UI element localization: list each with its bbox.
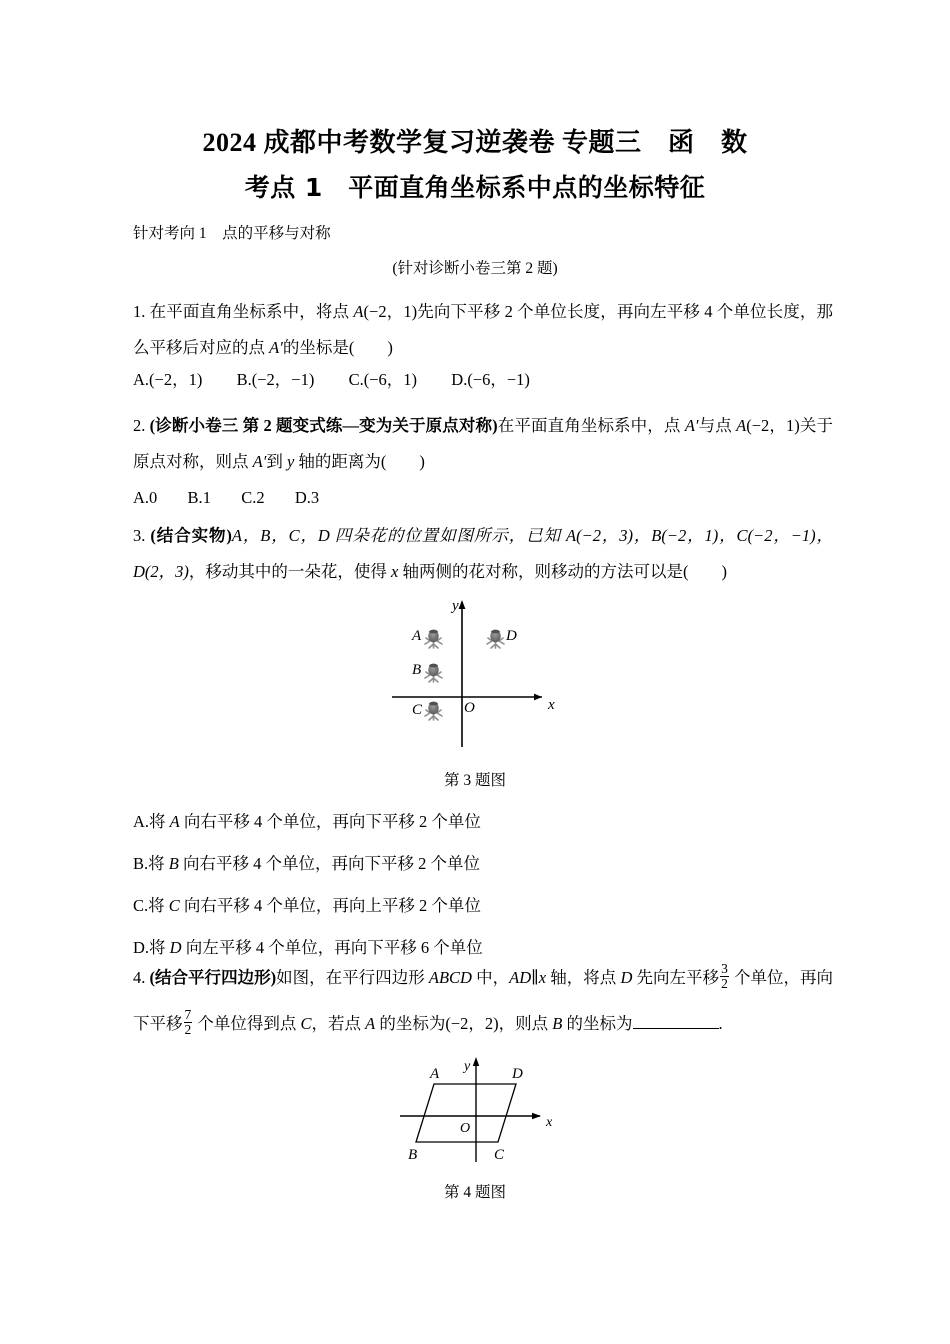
- q1-text-a: 1. 在平面直角坐标系中，将点: [133, 302, 354, 321]
- q2-text-4: 到: [266, 452, 287, 471]
- question-3-option-a[interactable]: [133, 805, 481, 839]
- q4-var-x: x: [538, 968, 547, 987]
- question-3-stem: [133, 518, 833, 590]
- q2-var-y: y: [286, 452, 295, 471]
- q2-var-A: A: [736, 416, 747, 435]
- q3-opt-c-pre: 将: [148, 896, 169, 915]
- q1-opt-b-tag[interactable]: B.: [236, 370, 252, 389]
- q4-text-4: 轴，将点: [546, 968, 621, 987]
- svg-text:D: D: [506, 628, 517, 644]
- q3-opt-a-post: 向右平移 4 个单位，再向下平移 2 个单位: [179, 812, 481, 831]
- q2-text-3: (−2，1)关于原点对称，则点: [133, 416, 834, 471]
- q2-opt-c-text[interactable]: 2: [256, 488, 265, 507]
- svg-text:A: A: [430, 1066, 440, 1082]
- q2-text-2: 与点: [698, 416, 737, 435]
- page-title: 2024 成都中考数学复习逆袭卷 专题三 函 数: [202, 128, 748, 157]
- q2-text-5: 轴的距离为( ): [294, 452, 425, 471]
- q1-opt-a-text[interactable]: (−2，1): [149, 370, 203, 389]
- q2-opt-d-text[interactable]: 3: [310, 488, 320, 507]
- q4-text-9: 的坐标为(−2，2)，则点: [375, 1014, 553, 1033]
- figure-parallelogram-svg: [398, 1048, 588, 1166]
- svg-text:A: A: [412, 628, 422, 644]
- q4-var-A: A: [365, 1014, 376, 1033]
- fraction-denominator: 2: [721, 975, 728, 991]
- q3-text-1: A，B，C，D 四朵花的位置如图所示，已知: [231, 526, 566, 545]
- flower-A: [425, 630, 442, 648]
- q1-opt-a-tag[interactable]: A.: [133, 370, 150, 389]
- svg-text:O: O: [460, 1121, 471, 1136]
- q3-opt-a-var: A: [169, 812, 180, 831]
- section-label: 针对考向 1 点的平移与对称: [133, 225, 331, 242]
- q3-given-coords: A(−2，3)，B(−2，1)，C(−2，−1)，D(2，3): [133, 526, 834, 581]
- svg-text:x: x: [546, 1115, 553, 1130]
- flower-D: [487, 630, 504, 648]
- q3-opt-d-tag: D.: [133, 938, 150, 957]
- q3-opt-d-pre: 将: [149, 938, 170, 957]
- q3-opt-c-var: C: [168, 896, 180, 915]
- q2-lead: 2.: [133, 416, 150, 435]
- q3-opt-b-pre: 将: [148, 854, 169, 873]
- q1-opt-c-text[interactable]: (−6，1): [363, 370, 418, 389]
- fraction-seven-halves: [184, 1008, 193, 1037]
- flower-B: [425, 664, 442, 682]
- q2-text-1: 在平面直角坐标系中，点: [497, 416, 685, 435]
- svg-text:O: O: [464, 700, 475, 716]
- svg-text:x: x: [548, 697, 555, 713]
- source-note: (针对诊断小卷三第 2 题): [392, 260, 558, 277]
- q2-opt-b-text[interactable]: 1: [202, 488, 211, 507]
- figure-parallelogram: [398, 1048, 588, 1166]
- q4-text-3: ∥: [531, 968, 539, 987]
- q4-text-5: 先向左平移: [632, 968, 720, 987]
- svg-text:D: D: [512, 1066, 523, 1082]
- figure-flowers-svg: [390, 592, 570, 752]
- fraction-denominator-2: 2: [184, 1021, 192, 1037]
- q3-opt-a-pre: 将: [149, 812, 170, 831]
- question-1-options: [133, 363, 530, 397]
- q4-variant-tag: (结合平行四边形): [149, 968, 277, 987]
- q2-var-Aprime-2: A′: [252, 452, 267, 471]
- q4-var-AD: AD: [509, 968, 532, 987]
- q2-opt-a-text[interactable]: 0: [149, 488, 158, 507]
- q2-opt-a-tag[interactable]: A.: [133, 488, 150, 507]
- q2-opt-d-tag[interactable]: D.: [294, 488, 311, 507]
- figure-flowers: [390, 592, 570, 752]
- q3-opt-c-post: 向右平移 4 个单位，再向上平移 2 个单位: [179, 896, 481, 915]
- question-4-stem: [133, 955, 833, 1047]
- q2-variant-tag: (诊断小卷三 第 2 题变式练—变为关于原点对称): [149, 416, 498, 435]
- svg-text:y: y: [464, 1059, 471, 1074]
- q4-lead: 4.: [133, 968, 150, 987]
- question-3-option-b[interactable]: [133, 847, 480, 881]
- q4-text-11: .: [718, 1014, 723, 1033]
- q3-opt-c-tag: C.: [133, 896, 149, 915]
- q3-lead: 3.: [133, 526, 151, 545]
- q1-text-c: 的坐标是( ): [282, 338, 393, 357]
- q1-var-Aprime: A′: [269, 338, 283, 357]
- answer-blank[interactable]: [633, 1014, 719, 1029]
- q3-opt-d-var: D: [169, 938, 182, 957]
- figure-4-caption: 第 4 题图: [443, 1184, 506, 1201]
- fraction-numerator-2: 7: [184, 1006, 192, 1022]
- svg-text:y: y: [452, 598, 459, 614]
- q4-var-B: B: [552, 1014, 563, 1033]
- q4-text-1: 如图，在平行四边形: [276, 968, 429, 987]
- svg-text:B: B: [412, 662, 422, 678]
- question-2-options: [133, 481, 319, 515]
- q3-opt-b-post: 向右平移 4 个单位，再向下平移 2 个单位: [178, 854, 480, 873]
- q3-opt-a-tag: A.: [133, 812, 150, 831]
- q2-opt-c-tag[interactable]: C.: [241, 488, 257, 507]
- q4-text-6: 个单位，再向下平移: [133, 968, 834, 1033]
- svg-text:B: B: [408, 1147, 418, 1163]
- fraction-three-halves: [720, 962, 729, 991]
- q3-opt-b-var: B: [168, 854, 179, 873]
- q4-text-7: 个单位得到点: [193, 1014, 301, 1033]
- flower-C: [425, 702, 442, 720]
- q3-variant-tag: (结合实物): [150, 526, 232, 545]
- q4-var-D: D: [620, 968, 633, 987]
- question-1-stem: [133, 294, 833, 366]
- q1-var-A: A: [353, 302, 364, 321]
- q4-text-10: 的坐标为: [562, 1014, 633, 1033]
- q3-opt-b-tag: B.: [133, 854, 149, 873]
- q4-var-C: C: [300, 1014, 312, 1033]
- q1-opt-d-tag[interactable]: D.: [451, 370, 468, 389]
- q2-opt-b-tag[interactable]: B.: [187, 488, 203, 507]
- q3-opt-d-post: 向左平移 4 个单位，再向下平移 6 个单位: [181, 938, 483, 957]
- question-3-option-c[interactable]: [133, 889, 481, 923]
- q2-var-Aprime: A′: [684, 416, 699, 435]
- question-2-stem: [133, 408, 833, 480]
- figure-3-caption: 第 3 题图: [443, 772, 506, 789]
- q1-opt-b-text[interactable]: (−2，−1): [251, 370, 315, 389]
- q4-text-2: 中，: [471, 968, 510, 987]
- page-subtitle: 考点 1 平面直角坐标系中点的坐标特征: [244, 173, 706, 202]
- q3-text-2: ，移动其中的一朵花，使得: [188, 562, 392, 581]
- q3-text-3: 轴两侧的花对称，则移动的方法可以是( ): [398, 562, 727, 581]
- q1-opt-c-tag[interactable]: C.: [348, 370, 364, 389]
- fraction-numerator: 3: [721, 960, 728, 976]
- svg-text:C: C: [494, 1147, 505, 1163]
- svg-text:C: C: [412, 702, 423, 718]
- q4-var-ABCD: ABCD: [428, 968, 472, 987]
- q3-var-x: x: [391, 562, 399, 581]
- q1-text-b: (−2，1)先向下平移 2 个单位长度，再向左平移 4 个单位长度，那么平移后对应的点: [133, 302, 834, 357]
- q4-text-8: ，若点: [311, 1014, 366, 1033]
- q1-opt-d-text[interactable]: (−6，−1): [467, 370, 530, 389]
